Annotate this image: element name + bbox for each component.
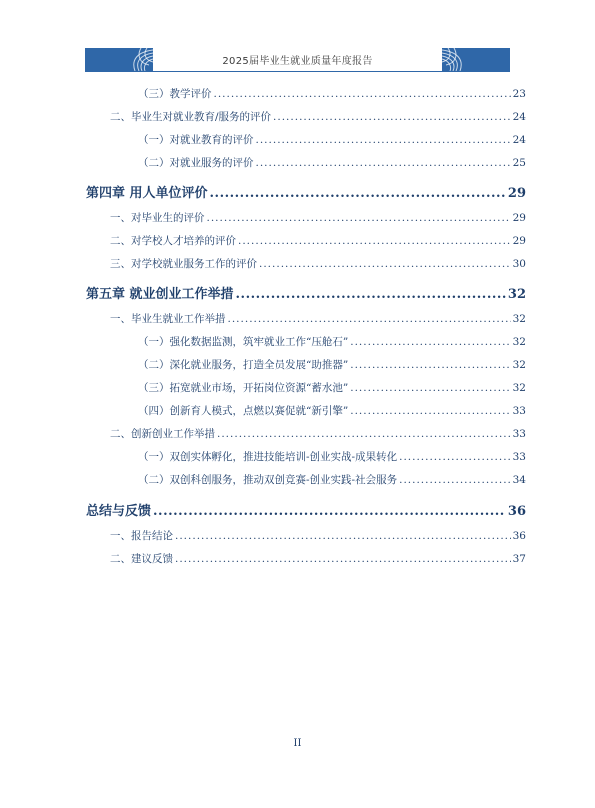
toc-leader-dots: [399, 474, 511, 486]
toc-leader-dots: [214, 88, 511, 100]
toc-entry-page: 32: [512, 359, 526, 371]
toc-entry-page: 34: [512, 474, 526, 486]
toc-entry[interactable]: [86, 132, 526, 147]
toc-entry-title: 一、报告结论: [110, 530, 173, 542]
toc-leader-dots: [238, 235, 511, 247]
toc-leader-dots: [350, 336, 510, 348]
toc-entry-title: 第五章 就业创业工作举措: [86, 287, 234, 302]
toc-leader-dots: [350, 382, 510, 394]
toc-entry[interactable]: [86, 155, 526, 170]
toc-leader-dots: [207, 212, 511, 224]
toc-entry-page: 33: [512, 428, 526, 440]
toc-leader-dots: [175, 530, 511, 542]
toc-entry-page: 37: [512, 553, 526, 565]
toc-chapter-entry[interactable]: [86, 283, 526, 302]
toc-entry-page: 29: [512, 235, 526, 247]
toc-leader-dots: [236, 287, 506, 302]
toc-entry-page: 36: [507, 504, 526, 519]
toc-entry[interactable]: [86, 109, 526, 124]
toc-leader-dots: [350, 405, 510, 417]
toc-entry-page: 29: [507, 186, 526, 201]
toc-entry-page: 23: [512, 88, 526, 100]
toc-chapter-entry[interactable]: [86, 182, 526, 201]
toc-entry[interactable]: [86, 357, 526, 372]
header-rule: [85, 71, 510, 72]
toc-leader-dots: [175, 553, 511, 565]
toc-entry[interactable]: [86, 380, 526, 395]
toc-entry-title: 二、对学校人才培养的评价: [110, 235, 236, 247]
toc-entry-page: 24: [512, 134, 526, 146]
toc-leader-dots: [350, 359, 510, 371]
toc-leader-dots: [273, 111, 511, 123]
toc-entry-title: （三）教学评价: [138, 88, 212, 100]
toc-entry-title: 三、对学校就业服务工作的评价: [110, 258, 257, 270]
toc-leader-dots: [259, 258, 511, 270]
toc-leader-dots: [256, 134, 511, 146]
toc-entry-title: 二、建议反馈: [110, 553, 173, 565]
toc-entry[interactable]: [86, 551, 526, 566]
toc-entry[interactable]: [86, 472, 526, 487]
toc-entry-page: 32: [512, 382, 526, 394]
toc-entry-page: 36: [512, 530, 526, 542]
toc-leader-dots: [228, 313, 511, 325]
toc-entry-page: 33: [512, 405, 526, 417]
toc-entry-page: 33: [512, 451, 526, 463]
toc-entry-title: （二）深化就业服务，打造全员发展“助推器”: [138, 359, 349, 371]
toc-entry-title: （二）双创科创服务，推动双创竞赛-创业实践-社会服务: [138, 474, 398, 486]
toc-leader-dots: [217, 428, 511, 440]
toc-entry-page: 32: [512, 336, 526, 348]
toc-entry-title: 二、创新创业工作举措: [110, 428, 215, 440]
header-title: 2025届毕业生就业质量年度报告: [222, 56, 373, 67]
toc-entry-title: （三）拓宽就业市场，开拓岗位资源“蓄水池”: [138, 382, 349, 394]
toc-leader-dots: [256, 157, 511, 169]
toc-entry-title: （一）强化数据监测，筑牢就业工作“压舱石”: [138, 336, 349, 348]
toc-entry-title: 一、对毕业生的评价: [110, 212, 205, 224]
toc-entry[interactable]: [86, 311, 526, 326]
page-number: II: [293, 738, 302, 749]
toc-entry[interactable]: [86, 86, 526, 101]
toc-entry-page: 29: [512, 212, 526, 224]
toc-entry-title: 第四章 用人单位评价: [86, 186, 208, 201]
toc-entry-title: 二、毕业生对就业教育/服务的评价: [110, 111, 272, 123]
toc-leader-dots: [153, 504, 506, 519]
toc-entry[interactable]: [86, 334, 526, 349]
toc-entry-title: （二）对就业服务的评价: [138, 157, 254, 169]
toc-entry[interactable]: [86, 403, 526, 418]
toc-entry-page: 24: [512, 111, 526, 123]
toc-entry-title: （一）双创实体孵化，推进技能培训-创业实战-成果转化: [138, 451, 398, 463]
toc-entry-title: 一、毕业生就业工作举措: [110, 313, 226, 325]
header-left-band: [85, 48, 153, 71]
toc-entry-title: （四）创新育人模式，点燃以赛促就“新引擎”: [138, 405, 349, 417]
toc-entry[interactable]: [86, 210, 526, 225]
toc-entry-page: 32: [512, 313, 526, 325]
toc-entry-page: 25: [512, 157, 526, 169]
toc-leader-dots: [210, 186, 506, 201]
header-right-band: [442, 48, 510, 71]
toc-entry[interactable]: [86, 528, 526, 543]
toc-entry[interactable]: [86, 449, 526, 464]
toc-entry-title: 总结与反馈: [86, 504, 152, 519]
toc-chapter-entry[interactable]: [86, 500, 526, 519]
toc-entry[interactable]: [86, 233, 526, 248]
toc-entry[interactable]: [86, 426, 526, 441]
toc-entry-page: 30: [512, 258, 526, 270]
toc-entry-title: （一）对就业教育的评价: [138, 134, 254, 146]
toc-entry[interactable]: [86, 256, 526, 271]
toc-entry-page: 32: [507, 287, 526, 302]
toc-leader-dots: [399, 451, 511, 463]
